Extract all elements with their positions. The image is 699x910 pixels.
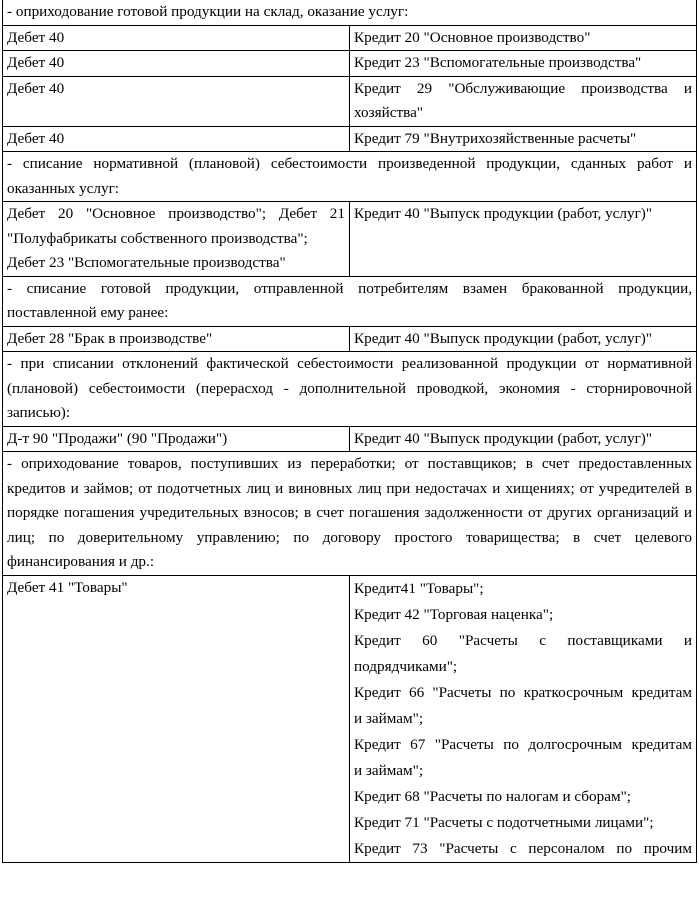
credit-text: Кредит 67 "Расчеты по долгосрочным кредитам (354, 735, 692, 753)
credit-text: и займам"; (354, 709, 424, 727)
credit-text: Кредит 40 "Выпуск продукции (работ, услуг)" (354, 205, 653, 222)
debit-text: Дебет 41 "Товары" (7, 578, 128, 596)
debit-cell (3, 126, 350, 152)
table-row (3, 452, 697, 576)
credit-text: Кредит 42 "Торговая наценка"; (354, 605, 554, 623)
debit-text: Дебет 40 (7, 28, 65, 46)
credit-text: Кредит 40 "Выпуск продукции (работ, услуг)" (354, 329, 653, 347)
credit-cell (350, 25, 697, 51)
heading-line: кредитов и займов; от подотчетных лиц и виновных лиц при недостачах и хищениях; от учредителей в (7, 479, 692, 497)
credit-text: и займам"; (354, 761, 424, 779)
table-row (3, 352, 697, 427)
heading-line: (плановой) себестоимости (перерасход - дополнительной проводкой, экономия - сторнировочной (7, 379, 692, 397)
credit-text: подрядчиками"; (354, 657, 458, 675)
credit-cell (350, 76, 697, 126)
section-heading (3, 0, 697, 25)
debit-text: Дебет 40 (7, 79, 65, 97)
debit-cell (3, 25, 350, 51)
heading-line: - при списании отклонений фактической себестоимости реализованной продукции от нормативной (7, 355, 692, 372)
heading-line: поставленной ему ранее: (7, 304, 169, 321)
debit-text: Дебет 23 "Вспомогательные производства" (7, 254, 286, 271)
heading-line: - списание нормативной (плановой) себестоимости произведенной продукции, сданных работ и (7, 155, 692, 172)
heading-line: - оприходование товаров, поступивших из переработки; от поставщиков; в счет предоставленных (7, 455, 692, 472)
heading-line: - оприходование готовой продукции на склад, оказание услуг: (7, 3, 409, 20)
section-heading (3, 452, 697, 576)
credit-text: хозяйства" (354, 104, 424, 121)
table-row (3, 25, 697, 51)
credit-cell (350, 126, 697, 152)
table-row (3, 126, 697, 152)
debit-text: Д-т 90 "Продажи" (90 "Продажи") (7, 429, 228, 447)
table-row (3, 202, 697, 277)
table-row (3, 326, 697, 352)
heading-line: лиц; по доверительному управлению; по договору простого товарищества; в счет целевого (7, 528, 692, 546)
table-row (3, 575, 697, 862)
section-heading (3, 276, 697, 326)
table-row (3, 51, 697, 77)
debit-text: Дебет 40 (7, 129, 65, 147)
accounting-entries-table (2, 0, 697, 863)
debit-text: Дебет 40 (7, 54, 65, 71)
section-heading (3, 152, 697, 202)
credit-text: Кредит 29 "Обслуживающие производства и (354, 79, 692, 97)
heading-line: оказанных услуг: (7, 179, 120, 197)
credit-text: Кредит 73 "Расчеты с персоналом по прочим (354, 839, 692, 857)
credit-cell (350, 326, 697, 352)
debit-cell (3, 76, 350, 126)
credit-text: Кредит 66 "Расчеты по краткосрочным кредитам (354, 683, 692, 701)
credit-text: Кредит 71 "Расчеты с подотчетными лицами"; (354, 813, 654, 831)
debit-cell (3, 575, 350, 862)
credit-cell (350, 575, 697, 862)
debit-cell (3, 51, 350, 77)
heading-line: порядке погашения учредительных взносов; в счет погашения задолженности от других организаций и (7, 504, 692, 521)
credit-text: Кредит41 "Товары"; (354, 579, 484, 597)
credit-text: Кредит 60 "Расчеты с поставщиками и (354, 631, 692, 649)
debit-cell (3, 202, 350, 277)
table-row (3, 152, 697, 202)
debit-text: "Полуфабрикаты собственного производства"; (7, 229, 308, 247)
credit-text: Кредит 68 "Расчеты по налогам и сборам"; (354, 787, 631, 805)
credit-cell (350, 426, 697, 452)
credit-text: Кредит 23 "Вспомогательные производства" (354, 54, 642, 71)
debit-text: Дебет 20 "Основное производство"; Дебет 21 (7, 205, 345, 222)
credit-text: Кредит 40 "Выпуск продукции (работ, услуг)" (354, 429, 653, 447)
debit-text: Дебет 28 "Брак в производстве" (7, 329, 213, 347)
credit-cell (350, 51, 697, 77)
debit-cell (3, 426, 350, 452)
credit-text: Кредит 20 "Основное производство" (354, 28, 591, 46)
table-row (3, 276, 697, 326)
section-heading (3, 352, 697, 427)
table-row (3, 0, 697, 25)
table-row (3, 426, 697, 452)
heading-line: записью): (7, 404, 71, 421)
heading-line: финансирования и др.: (7, 553, 155, 570)
debit-cell (3, 326, 350, 352)
credit-text: Кредит 79 "Внутрихозяйственные расчеты" (354, 129, 637, 147)
table-row (3, 76, 697, 126)
credit-cell (350, 202, 697, 277)
heading-line: - списание готовой продукции, отправленной потребителям взамен бракованной продукции, (7, 279, 692, 297)
